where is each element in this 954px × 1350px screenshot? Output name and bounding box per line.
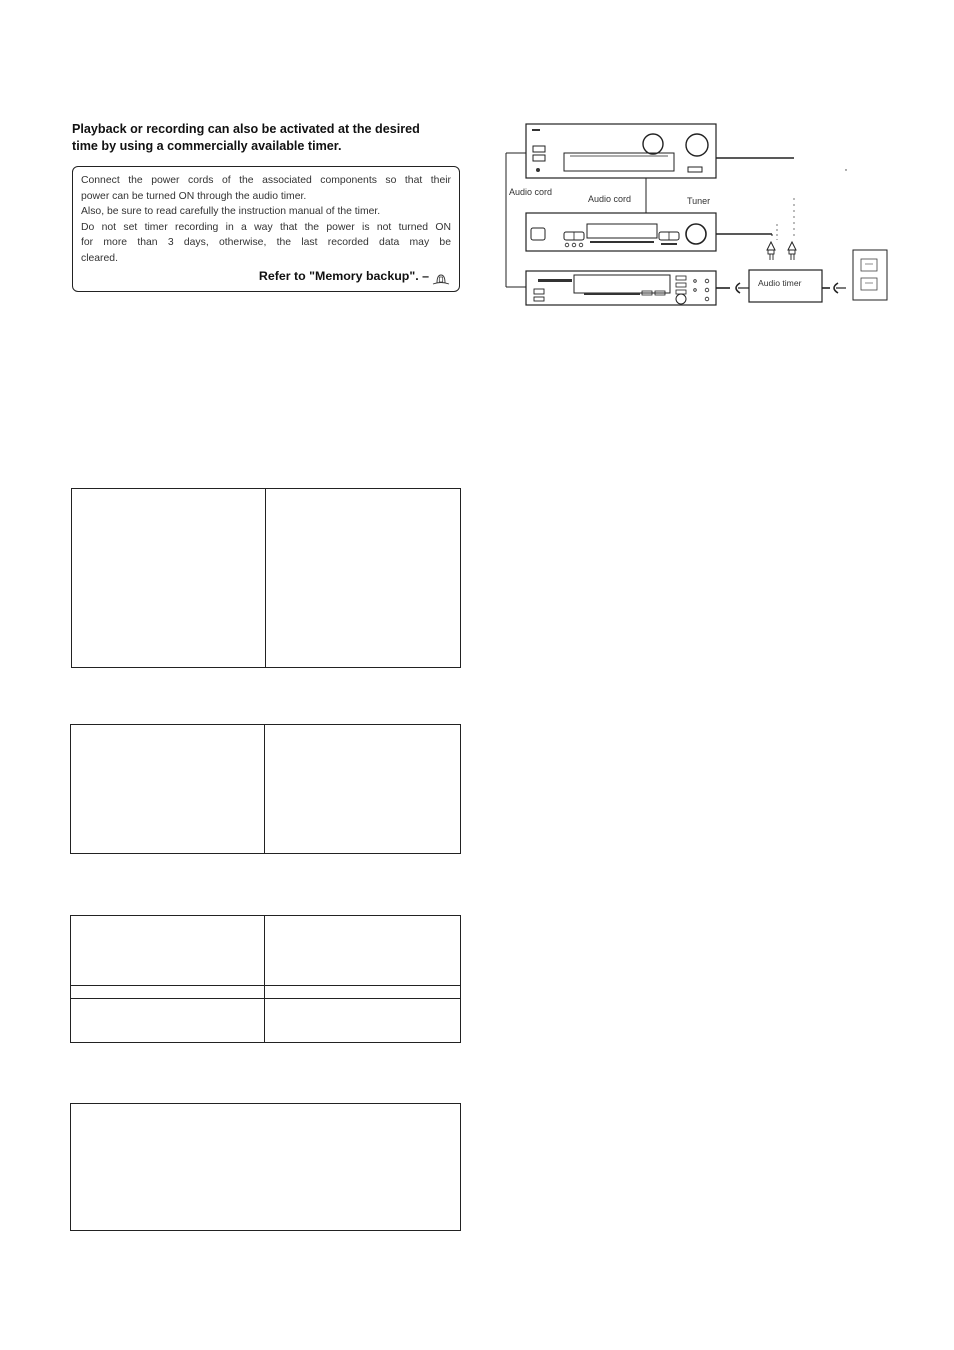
page-reference-icon [432, 272, 450, 286]
amplifier-unit [526, 124, 716, 178]
note-line-1: Connect the power cords of the associated components so that their [81, 175, 451, 186]
blank-table-2 [70, 724, 461, 854]
tuner-label: Tuner [687, 196, 711, 206]
intro-line-2: time by using a commercially available timer. [72, 139, 342, 153]
table-3-row-divider-2 [71, 998, 460, 999]
note-box [72, 166, 460, 292]
table-1-column-divider [265, 489, 266, 667]
memory-backup-reference: Refer to "Memory backup". – [258, 269, 429, 284]
deck-unit [526, 271, 716, 305]
intro-line-1: Playback or recording can also be activated at the desired [72, 122, 420, 136]
note-line-3: Also, be sure to read carefully the instruction manual of the timer. [81, 206, 381, 218]
note-line-5: for more than 3 days, otherwise, the last recorded data may be [81, 237, 451, 249]
note-line-4: Do not set timer recording in a way that the power is not turned ON [81, 221, 451, 233]
audio-cord-label-center: Audio cord [588, 194, 632, 204]
power-plug-icons [767, 242, 796, 260]
blank-table-3 [70, 915, 461, 1043]
note-line-6: cleared. [81, 252, 118, 264]
wall-outlet-icon [853, 250, 887, 300]
blank-table-1 [71, 488, 461, 668]
connection-diagram [500, 118, 900, 318]
audio-cord-label-left: Audio cord [509, 187, 553, 197]
audio-timer-label: Audio timer [758, 278, 802, 288]
intro-heading [72, 121, 464, 155]
table-2-column-divider [264, 725, 265, 853]
note-line-2: power can be turned ON through the audio timer. [81, 190, 307, 202]
table-3-column-divider [264, 916, 265, 1042]
tuner-unit [526, 213, 716, 251]
table-3-row-divider-1 [71, 985, 460, 986]
blank-table-4 [70, 1103, 461, 1231]
